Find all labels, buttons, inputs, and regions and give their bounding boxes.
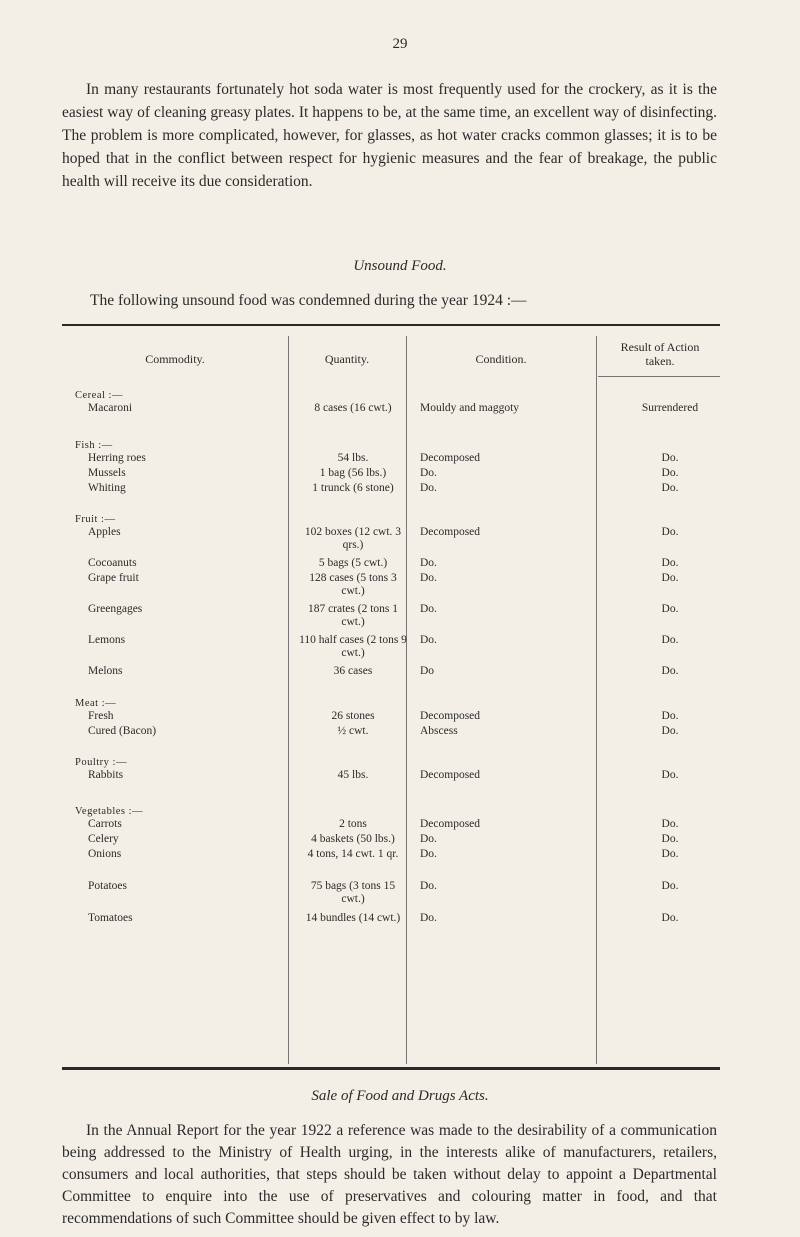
category-poultry: Poultry :—: [75, 757, 127, 768]
column-divider: [596, 336, 597, 1064]
result-cell: Do.: [661, 526, 679, 538]
commodity-cell: Apples: [88, 526, 121, 538]
quantity-cell: 1 bag (56 lbs.): [319, 467, 387, 479]
page-number: 29: [392, 36, 408, 52]
result-cell: Do.: [661, 880, 679, 892]
quantity-cell: 128 cases (5 tons 3 cwt.): [309, 572, 397, 597]
condition-cell: Do.: [420, 880, 437, 892]
condition-cell: Do: [420, 665, 435, 677]
quantity-cell: 14 bundles (14 cwt.): [305, 912, 401, 924]
condition-cell: Decomposed: [420, 818, 481, 830]
result-cell: Do.: [661, 912, 679, 924]
condition-cell: Do.: [420, 848, 437, 860]
category-vegetables: Vegetables :—: [75, 806, 144, 817]
commodity-cell: Cured (Bacon): [88, 725, 157, 737]
section-heading-unsound-food: Unsound Food.: [353, 258, 447, 274]
condition-cell: Do.: [420, 482, 437, 494]
result-cell: Do.: [661, 634, 679, 646]
condition-cell: Do.: [420, 912, 437, 924]
quantity-cell: 2 tons: [339, 818, 367, 830]
table-intro: The following unsound food was condemned during the year 1924 :—: [90, 292, 527, 309]
category-fish: Fish :—: [75, 440, 113, 451]
commodity-cell: Rabbits: [88, 769, 124, 781]
result-cell: Do.: [661, 482, 679, 494]
condition-cell: Decomposed: [420, 452, 481, 464]
result-cell: Do.: [661, 725, 679, 737]
closing-paragraph: In the Annual Report for the year 1922 a reference was made to the desirability of a communication being addressed to the Ministry of Health urging, in the interests alike of manufacturers, retailers, consumers and local authorities, that steps should be taken without delay to appoint a Departmental Committee to enquire into the use of preservatives and colouring matter in food, and that recommendations of such Committee should be given effect to by law.: [62, 1122, 717, 1227]
commodity-cell: Tomatoes: [88, 912, 133, 924]
commodity-cell: Grape fruit: [88, 572, 139, 584]
quantity-cell: 75 bags (3 tons 15 cwt.): [310, 880, 396, 905]
table-bottom-rule: [62, 1067, 720, 1070]
commodity-cell: Fresh: [88, 710, 114, 722]
quantity-cell: 45 lbs.: [337, 769, 369, 781]
column-divider: [406, 336, 407, 1064]
table-top-rule: [62, 324, 720, 326]
condition-cell: Do.: [420, 557, 437, 569]
result-cell: Do.: [661, 467, 679, 479]
result-cell: Do.: [661, 710, 679, 722]
quantity-cell: 4 baskets (50 lbs.): [311, 833, 395, 845]
condition-cell: Do.: [420, 833, 437, 845]
commodity-cell: Lemons: [88, 634, 126, 646]
condition-cell: Mouldy and maggoty: [420, 402, 520, 414]
result-cell: Do.: [661, 848, 679, 860]
quantity-cell: 8 cases (16 cwt.): [314, 402, 392, 414]
commodity-cell: Herring roes: [88, 452, 146, 464]
result-cell: Do.: [661, 818, 679, 830]
quantity-cell: 26 stones: [331, 710, 375, 722]
commodity-cell: Onions: [88, 848, 122, 860]
header-commodity: Commodity.: [145, 352, 205, 366]
condition-cell: Decomposed: [420, 769, 481, 781]
result-cell: Do.: [661, 665, 679, 677]
intro-paragraph: In many restaurants fortunately hot soda water is most frequently used for the crockery, as it is the easiest way of cleaning greasy plates. It happens to be, at the same time, an excellent way of disinfecting. The problem is more complicated, however, for glasses, as hot water cracks common glasses; it is to be hoped that in the conflict between respect for hygienic measures and the fear of breakage, the public health will receive its due consideration.: [62, 81, 717, 190]
condition-cell: Do.: [420, 467, 437, 479]
result-cell: Do.: [661, 603, 679, 615]
commodity-cell: Celery: [88, 833, 119, 845]
quantity-cell: 54 lbs.: [337, 452, 369, 464]
condition-cell: Decomposed: [420, 526, 481, 538]
quantity-cell: ½ cwt.: [337, 725, 369, 737]
commodity-cell: Cocoanuts: [88, 557, 137, 569]
quantity-cell: 36 cases: [333, 665, 373, 677]
header-underline: [598, 376, 720, 377]
header-result: Result of Action taken.: [620, 340, 700, 368]
condition-cell: Do.: [420, 603, 437, 615]
column-divider: [288, 336, 289, 1064]
quantity-cell: 110 half cases (2 tons 9 cwt.): [299, 634, 407, 659]
quantity-cell: 5 bags (5 cwt.): [318, 557, 388, 569]
condition-cell: Abscess: [420, 725, 458, 737]
condition-cell: Do.: [420, 572, 437, 584]
section-heading-food-drugs-acts: Sale of Food and Drugs Acts.: [311, 1088, 489, 1104]
quantity-cell: 4 tons, 14 cwt. 1 qr.: [307, 848, 399, 860]
commodity-cell: Greengages: [88, 603, 143, 615]
category-fruit: Fruit :—: [75, 514, 116, 525]
commodity-cell: Macaroni: [88, 402, 133, 414]
result-cell: Do.: [661, 769, 679, 781]
commodity-cell: Carrots: [88, 818, 122, 830]
quantity-cell: 1 trunck (6 stone): [312, 482, 394, 494]
commodity-cell: Whiting: [88, 482, 126, 494]
quantity-cell: 102 boxes (12 cwt. 3 qrs.): [304, 526, 402, 551]
result-cell: Do.: [661, 557, 679, 569]
condition-cell: Do.: [420, 634, 437, 646]
header-quantity: Quantity.: [324, 352, 370, 366]
category-cereal: Cereal :—: [75, 390, 123, 401]
commodity-cell: Potatoes: [88, 880, 127, 892]
category-meat: Meat :—: [75, 698, 117, 709]
commodity-cell: Melons: [88, 665, 123, 677]
result-cell: Do.: [661, 833, 679, 845]
header-condition: Condition.: [475, 352, 527, 366]
result-cell: Do.: [661, 452, 679, 464]
quantity-cell: 187 crates (2 tons 1 cwt.): [307, 603, 399, 628]
result-cell: Do.: [661, 572, 679, 584]
condition-cell: Decomposed: [420, 710, 481, 722]
commodity-cell: Mussels: [88, 467, 126, 479]
result-cell: Surrendered: [641, 402, 699, 414]
